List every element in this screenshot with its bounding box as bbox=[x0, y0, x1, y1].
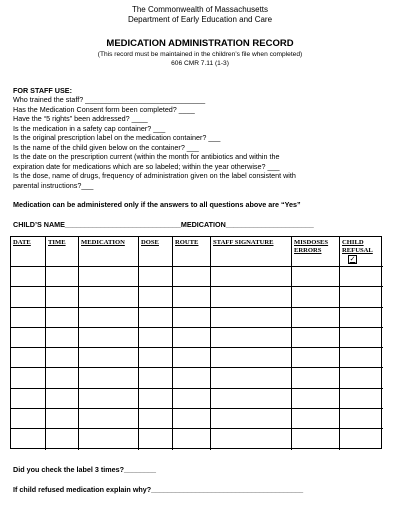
table-cell[interactable] bbox=[79, 368, 139, 388]
table-cell[interactable] bbox=[211, 368, 292, 388]
table-cell[interactable] bbox=[139, 348, 173, 368]
table-cell[interactable] bbox=[173, 368, 211, 388]
table-cell[interactable] bbox=[292, 267, 340, 287]
table-cell[interactable] bbox=[79, 389, 139, 409]
table-cell[interactable] bbox=[173, 429, 211, 449]
table-cell[interactable] bbox=[79, 328, 139, 348]
question-five-rights: Have the “5 rights” been addressed? ____ bbox=[13, 114, 148, 123]
table-cell[interactable] bbox=[292, 409, 340, 429]
question-date-current-2: expiration date for medications which are so labeled; within the year otherwise? ___ bbox=[13, 161, 280, 171]
medication-log-table bbox=[10, 236, 382, 449]
table-cell[interactable] bbox=[139, 328, 173, 348]
table-cell[interactable] bbox=[292, 287, 340, 307]
table-cell[interactable] bbox=[79, 287, 139, 307]
question-date-current-1: Is the date on the prescription current (within the month for antibiotics and within the bbox=[13, 152, 280, 161]
table-cell[interactable] bbox=[340, 389, 383, 409]
table-cell[interactable] bbox=[292, 308, 340, 328]
question-child-name: Is the name of the child given below on the container? ___ bbox=[13, 142, 199, 152]
table-cell[interactable] bbox=[292, 389, 340, 409]
table-cell[interactable] bbox=[173, 308, 211, 328]
table-cell[interactable] bbox=[46, 429, 79, 449]
refusal-explanation: If child refused medication explain why?______________________________________ bbox=[13, 485, 304, 494]
staff-heading: FOR STAFF USE: bbox=[13, 86, 72, 95]
table-cell[interactable] bbox=[46, 368, 79, 388]
table-cell[interactable] bbox=[46, 267, 79, 287]
table-cell[interactable] bbox=[46, 328, 79, 348]
question-trained: Who trained the staff? ______________________________ bbox=[13, 95, 206, 104]
table-cell[interactable] bbox=[292, 429, 340, 449]
table-cell[interactable] bbox=[79, 267, 139, 287]
table-cell[interactable] bbox=[11, 287, 46, 307]
form-subtitle: (This record must be maintained in the children’s file when completed) bbox=[97, 51, 303, 58]
label-check-question: Did you check the label 3 times?________ bbox=[13, 465, 157, 474]
table-cell[interactable] bbox=[46, 308, 79, 328]
table-cell[interactable] bbox=[46, 389, 79, 409]
question-dose-2: parental instructions?___ bbox=[13, 180, 94, 190]
header-line-2: Department of Early Education and Care bbox=[127, 15, 273, 24]
table-cell[interactable] bbox=[173, 389, 211, 409]
table-cell[interactable] bbox=[211, 287, 292, 307]
regulation-code: 606 CMR 7.11 (1-3) bbox=[171, 60, 229, 67]
administration-notice: Medication can be administered only if the answers to all questions above are “Yes” bbox=[13, 200, 301, 209]
table-cell[interactable] bbox=[340, 287, 383, 307]
table-cell[interactable] bbox=[292, 348, 340, 368]
table-cell[interactable] bbox=[139, 287, 173, 307]
table-cell[interactable] bbox=[139, 389, 173, 409]
table-cell[interactable] bbox=[46, 409, 79, 429]
table-cell[interactable] bbox=[79, 348, 139, 368]
question-safety-cap: Is the medication in a safety cap container? ___ bbox=[13, 123, 166, 133]
question-original-label: Is the original prescription label on the medication container? ___ bbox=[13, 133, 221, 142]
table-cell[interactable] bbox=[340, 429, 383, 449]
table-cell[interactable] bbox=[173, 328, 211, 348]
header-child-refusal-line-1: CHILD bbox=[342, 239, 364, 246]
table-cell[interactable] bbox=[79, 409, 139, 429]
table-cell[interactable] bbox=[11, 389, 46, 409]
table-cell[interactable] bbox=[46, 348, 79, 368]
table-cell[interactable] bbox=[211, 308, 292, 328]
header-time: TIME bbox=[46, 237, 79, 267]
header-date: DATE bbox=[11, 237, 46, 267]
form-title: MEDICATION ADMINISTRATION RECORD bbox=[106, 38, 294, 49]
header-child-refusal-line-2: REFUSAL bbox=[342, 246, 373, 254]
table-cell[interactable] bbox=[139, 409, 173, 429]
refusal-checkbox[interactable]: ✓ bbox=[349, 255, 356, 263]
table-cell[interactable] bbox=[211, 267, 292, 287]
question-dose-1: Is the dose, name of drugs, frequency of administration given on the label consistent with bbox=[13, 171, 296, 180]
child-medication-fields[interactable]: CHILD’S NAME_____________________________MEDICATION______________________ bbox=[13, 220, 314, 229]
table-cell[interactable] bbox=[292, 328, 340, 348]
header-route: ROUTE bbox=[173, 237, 211, 267]
table-cell[interactable] bbox=[139, 368, 173, 388]
table-cell[interactable] bbox=[139, 308, 173, 328]
header-line-1: The Commonwealth of Massachusetts bbox=[131, 5, 269, 14]
table-cell[interactable] bbox=[79, 308, 139, 328]
table-cell[interactable] bbox=[11, 429, 46, 449]
table-cell[interactable] bbox=[173, 287, 211, 307]
table-cell[interactable] bbox=[211, 328, 292, 348]
header-child-refusal bbox=[340, 237, 383, 267]
table-cell[interactable] bbox=[340, 409, 383, 429]
table-cell[interactable] bbox=[211, 348, 292, 368]
table-cell[interactable] bbox=[340, 368, 383, 388]
header-medication: MEDICATION bbox=[79, 237, 139, 267]
table-cell[interactable] bbox=[173, 348, 211, 368]
header-misdoses-errors: MISDOSES ERRORS bbox=[292, 237, 340, 267]
table-cell[interactable] bbox=[340, 348, 383, 368]
header-dose: DOSE bbox=[139, 237, 173, 267]
header-staff-signature: STAFF SIGNATURE bbox=[211, 237, 292, 267]
table-cell[interactable] bbox=[340, 328, 383, 348]
table-cell[interactable] bbox=[11, 409, 46, 429]
table-cell[interactable] bbox=[292, 368, 340, 388]
table-cell[interactable] bbox=[46, 287, 79, 307]
table-cell[interactable] bbox=[79, 429, 139, 449]
table-cell[interactable] bbox=[173, 267, 211, 287]
table-cell[interactable] bbox=[340, 308, 383, 328]
table-cell[interactable] bbox=[11, 368, 46, 388]
table-cell[interactable] bbox=[139, 429, 173, 449]
table-cell[interactable] bbox=[340, 267, 383, 287]
table-cell[interactable] bbox=[11, 267, 46, 287]
table-cell[interactable] bbox=[11, 328, 46, 348]
table-cell[interactable] bbox=[173, 409, 211, 429]
table-cell[interactable] bbox=[11, 308, 46, 328]
question-consent: Has the Medication Consent form been completed? ____ bbox=[13, 104, 195, 114]
table-cell[interactable] bbox=[211, 409, 292, 429]
table-cell[interactable] bbox=[211, 389, 292, 409]
table-cell[interactable] bbox=[11, 348, 46, 368]
table-cell[interactable] bbox=[211, 429, 292, 449]
table-cell[interactable] bbox=[139, 267, 173, 287]
